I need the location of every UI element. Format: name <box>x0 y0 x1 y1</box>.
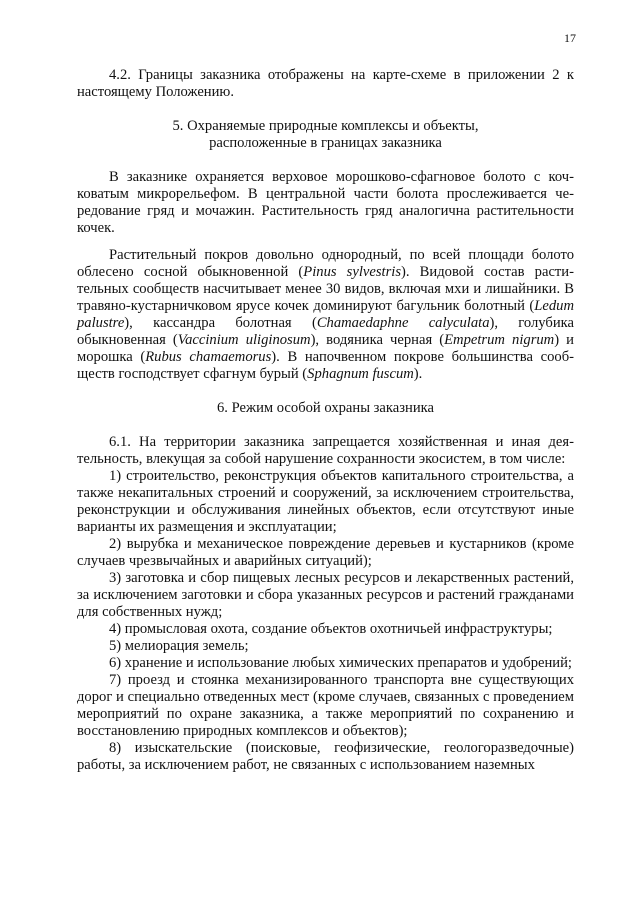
section-6-title: 6. Режим особой охраны заказника <box>217 400 434 416</box>
section-5-paragraph-1: В заказнике охраняется верховое морошково-сфагновое болото с кочковатым микрорельефом. В центральной части болота прослеживается чередование гряд и мочажин. Растительность гряд аналогична растительности кочек. <box>77 169 574 236</box>
text-segment: ), водяника черная ( <box>310 332 445 348</box>
latin-name: Vaccinium uliginosum <box>177 332 311 348</box>
section-5-title-line-2: расположенные в границах заказника <box>209 135 442 151</box>
list-item: 5) мелиорация земель; <box>109 638 249 654</box>
document-body <box>77 67 574 774</box>
text-segment: ) и морошка ( <box>77 332 574 365</box>
text-segment: ), голубика обыкновенная ( <box>77 315 574 348</box>
latin-name: Pinus sylvestris <box>303 264 402 280</box>
list-item: 3) заготовка и сбор пищевых лесных ресурсов и лекарственных растений, за исключением заготовки и сбора указанных ресурсов и растений гражданами для собственных нужд; <box>77 570 574 620</box>
latin-name: Chamaedaphne calyculata <box>316 315 490 331</box>
text-segment: ). Видовой состав растительных сообществ насчитывает менее 30 видов, включая мхи и лишайники. В травяно-кустарничковом ярусе кочек доминируют багульник болотный ( <box>77 264 574 314</box>
section-6-intro: 6.1. На территории заказника запрещается хозяйственная и иная деятельность, влекущая за собой нарушение сохранности экосистем, в том числе: <box>77 434 574 467</box>
list-item: 6) хранение и использование любых химических препаратов и удобрений; <box>109 655 572 671</box>
latin-name: Rubus chamaemorus <box>145 349 272 365</box>
page-number: 17 <box>564 31 576 45</box>
text-segment: Растительный покров довольно однородный, по всей площади болото облесено сосной обыкновенной ( <box>77 247 574 280</box>
latin-name: Empetrum nigrum <box>444 332 555 348</box>
text-segment: ). <box>413 366 423 382</box>
list-item: 2) вырубка и механическое повреждение деревьев и кустарников (кроме случаев чрезвычайных и аварийных ситуаций); <box>77 536 574 569</box>
paragraph-4-2: 4.2. Границы заказника отображены на карте-схеме в приложении 2 к настоящему Положению. <box>77 67 574 100</box>
list-item: 4) промысловая охота, создание объектов охотничьей инфраструктуры; <box>109 621 553 637</box>
latin-name: Ledum palustre <box>77 298 574 331</box>
list-item: 8) изыскательские (поисковые, геофизические, геологоразведочные) работы, за исключением работ, не связанных с использованием наземных <box>77 740 574 773</box>
text-segment: ). В напочвенном покрове большинства сообществ господствует сфагнум бурый ( <box>77 349 574 382</box>
section-5-title <box>77 118 574 152</box>
latin-name: Sphagnum fuscum <box>307 366 414 382</box>
text-segment: ), кассандра болотная ( <box>124 315 317 331</box>
list-item: 7) проезд и стоянка механизированного транспорта вне существующих дорог и специально отведенных мест (кроме случаев, связанных с проведением мероприятий по охране заказника, а также мероприятий по сохранению и восстановлению природных комплексов и объектов); <box>77 672 574 739</box>
section-5-paragraph-2 <box>77 247 574 383</box>
section-5-title-line-1: 5. Охраняемые природные комплексы и объекты, <box>172 118 479 134</box>
list-item: 1) строительство, реконструкция объектов капитального строительства, а также некапитальных строений и сооружений, за исключением строительства, реконструкции и обслуживания линейных объектов, если отсутствуют иные варианты их размещения и эксплуатации; <box>77 468 574 535</box>
